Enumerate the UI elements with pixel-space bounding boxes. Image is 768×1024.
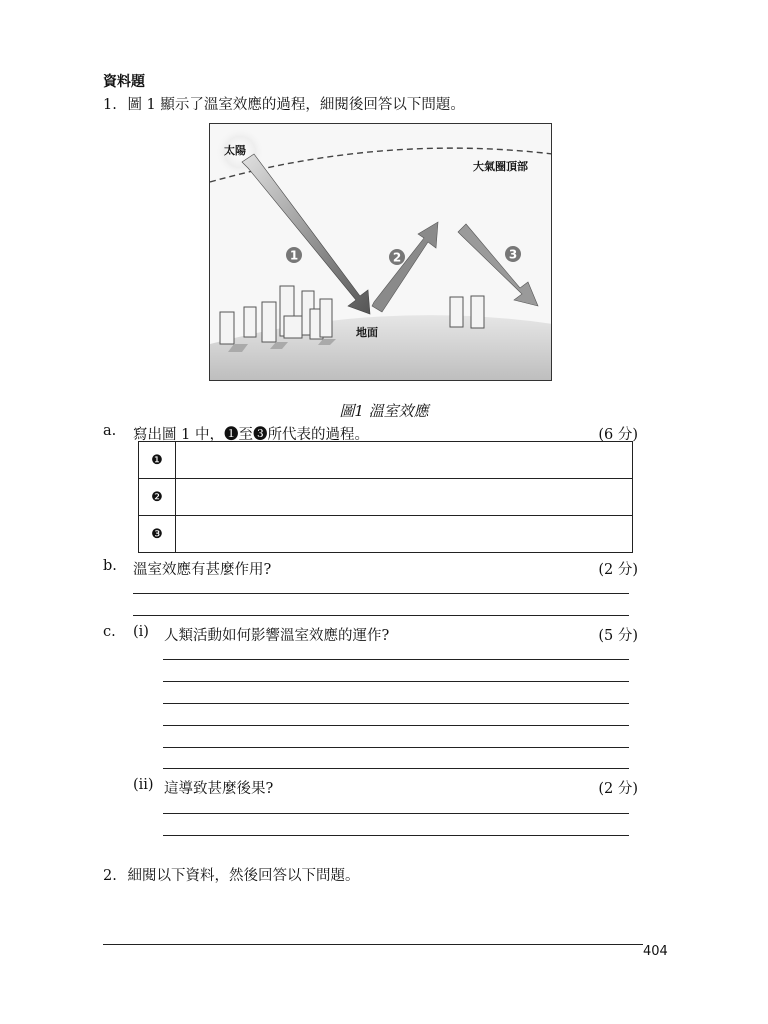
- question-number: 1.: [103, 97, 117, 113]
- question-text: 這導致甚麼後果?: [164, 781, 274, 797]
- sub-part-label: (i): [133, 624, 149, 640]
- table-row: [139, 516, 633, 553]
- table-row: [139, 479, 633, 516]
- part-label: a.: [103, 423, 117, 439]
- page-number: 404: [643, 944, 668, 959]
- question-text: 寫出圖 1 中，❶至❸所代表的過程。: [133, 427, 369, 443]
- answer-line[interactable]: [163, 768, 629, 769]
- answer-line[interactable]: [163, 747, 629, 748]
- marks: (2 分): [598, 781, 638, 797]
- table-row: [139, 442, 633, 479]
- question-text: 細閱以下資料，然後回答以下問題。: [127, 868, 360, 884]
- answer-table: [138, 441, 633, 553]
- question-text: 人類活動如何影響溫室效應的運作?: [164, 628, 390, 644]
- marker-2: [389, 249, 405, 265]
- sun-label: 太陽: [224, 144, 246, 157]
- marker-3: [505, 246, 521, 262]
- question-text: 圖 1 顯示了溫室效應的過程，細閱後回答以下問題。: [127, 97, 465, 113]
- section-title: 資料題: [103, 74, 145, 90]
- figure-caption: 圖1 溫室效應: [339, 402, 429, 420]
- answer-line[interactable]: [163, 813, 629, 814]
- answer-line[interactable]: [163, 835, 629, 836]
- answer-line[interactable]: [163, 659, 629, 660]
- row-label: ❶: [139, 442, 176, 479]
- answer-cell[interactable]: [176, 442, 633, 479]
- greenhouse-figure: [209, 123, 552, 381]
- atmosphere-top-label: 大氣圈頂部: [473, 160, 528, 173]
- footer-rule: [103, 944, 643, 945]
- svg-text:1: 1: [289, 248, 299, 263]
- answer-line[interactable]: [163, 681, 629, 682]
- marker-1: [286, 247, 302, 263]
- answer-cell[interactable]: [176, 516, 633, 553]
- sub-part-label: (ii): [133, 777, 154, 793]
- row-label: ❸: [139, 516, 176, 553]
- marks: (6 分): [598, 427, 638, 443]
- answer-line[interactable]: [163, 703, 629, 704]
- answer-line[interactable]: [163, 725, 629, 726]
- svg-text:2: 2: [392, 250, 402, 265]
- row-label: ❷: [139, 479, 176, 516]
- ground-label: 地面: [356, 326, 378, 339]
- marks: (5 分): [598, 628, 638, 644]
- part-label: c.: [103, 624, 116, 640]
- answer-cell[interactable]: [176, 479, 633, 516]
- question-text: 溫室效應有甚麼作用?: [133, 562, 272, 578]
- answer-line[interactable]: [133, 615, 629, 616]
- answer-line[interactable]: [133, 593, 629, 594]
- part-label: b.: [103, 558, 117, 574]
- svg-text:3: 3: [508, 247, 518, 262]
- marks: (2 分): [598, 562, 638, 578]
- question-1: [103, 93, 465, 114]
- question-2: [103, 864, 359, 885]
- question-number: 2.: [103, 868, 117, 884]
